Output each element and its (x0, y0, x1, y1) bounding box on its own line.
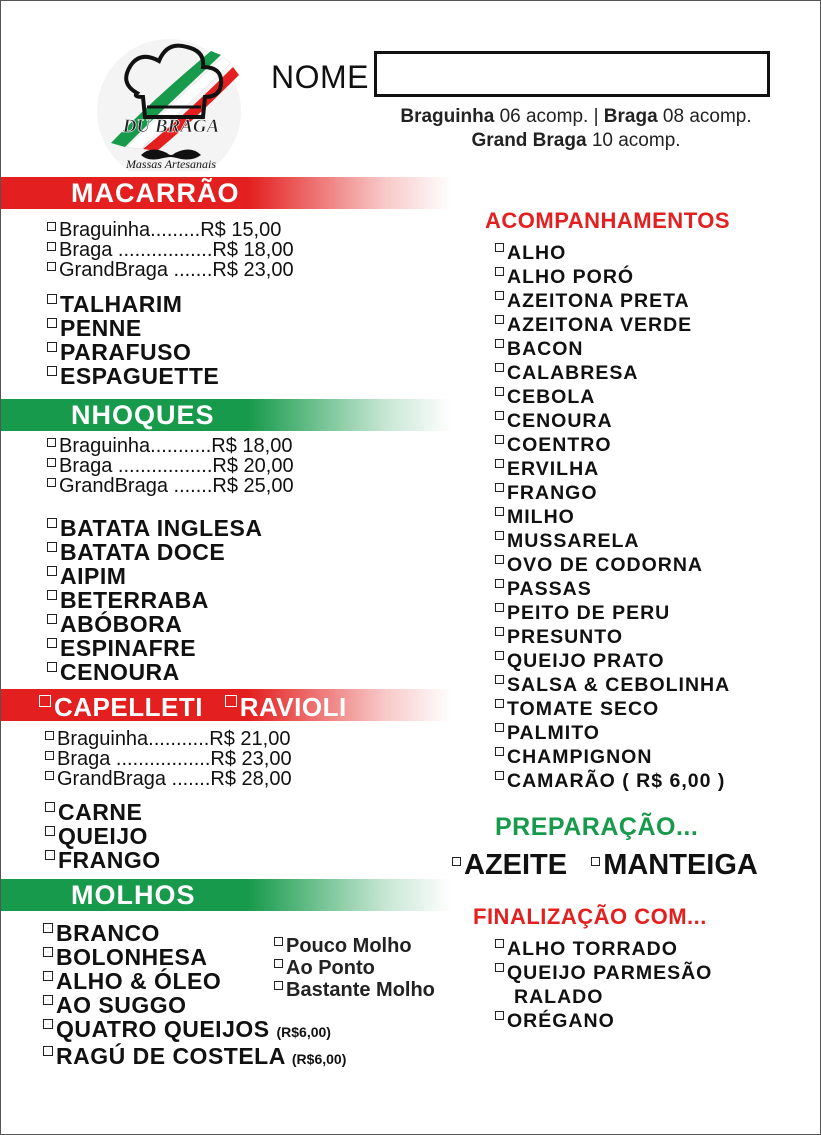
item-label: COENTRO (507, 434, 612, 456)
checkbox[interactable] (495, 459, 504, 468)
item-label: PENNE (60, 315, 142, 341)
item-label: PRESUNTO (507, 626, 623, 648)
checkbox[interactable] (495, 339, 504, 348)
checkbox[interactable] (47, 342, 57, 352)
logo-wordmark: DU BRAGA (122, 116, 220, 137)
item-label: AZEITONA VERDE (507, 314, 693, 336)
item-label: AIPIM (60, 563, 127, 589)
checkbox[interactable] (591, 857, 600, 866)
capelleti-checkbox[interactable] (39, 695, 51, 707)
checkbox[interactable] (47, 318, 57, 328)
price-label: GrandBraga .......R$ 28,00 (57, 768, 292, 790)
capelleti-title: CAPELLETI (54, 692, 203, 722)
list-item[interactable] (495, 289, 730, 313)
checkbox[interactable] (43, 995, 53, 1005)
list-item[interactable] (43, 1017, 346, 1044)
list-item[interactable] (495, 433, 730, 457)
size-name-braguinha: Braguinha (400, 106, 495, 127)
macarrao-title: MACARRÃO (71, 178, 240, 208)
list-item[interactable] (495, 265, 730, 289)
checkbox[interactable] (47, 566, 57, 576)
checkbox[interactable] (495, 579, 504, 588)
list-item[interactable] (45, 848, 161, 872)
list-item[interactable] (495, 529, 730, 553)
list-item[interactable] (47, 612, 262, 636)
item-label: CENOURA (507, 410, 613, 432)
item-label: ABÓBORA (60, 611, 183, 637)
list-item[interactable] (495, 769, 730, 793)
preparacao-title: PREPARAÇÃO... (495, 813, 699, 841)
capelleti-prices (45, 729, 292, 789)
list-item[interactable] (495, 721, 730, 745)
price-label: Braga .................R$ 18,00 (59, 239, 294, 261)
checkbox[interactable] (495, 531, 504, 540)
preparacao-options (452, 849, 758, 882)
du-braga-logo (81, 31, 261, 171)
checkbox[interactable] (43, 923, 53, 933)
checkbox[interactable] (495, 627, 504, 636)
item-price: (R$6,00) (291, 1051, 347, 1067)
item-label: BATATA DOCE (60, 539, 226, 565)
molho-quantity-options (274, 935, 435, 1001)
checkbox[interactable] (47, 478, 56, 487)
molhos-band (1, 879, 451, 911)
macarrao-prices (47, 220, 294, 280)
item-label: OVO DE CODORNA (507, 554, 704, 576)
item-label: MUSSARELA (507, 530, 640, 552)
list-item[interactable] (274, 979, 435, 1001)
price-label: Braguinha.........R$ 15,00 (59, 219, 282, 241)
checkbox[interactable] (495, 243, 504, 252)
item-label: BRANCO (56, 920, 160, 946)
item-label: BACON (507, 338, 584, 360)
item-label: ALHO TORRADO (507, 938, 678, 960)
list-item[interactable] (274, 935, 435, 957)
item-label: CALABRESA (507, 362, 639, 384)
checkbox[interactable] (495, 651, 504, 660)
size-desc-grand-braga: 10 acomp. (586, 130, 681, 151)
checkbox[interactable] (495, 435, 504, 444)
item-label: CHAMPIGNON (507, 746, 653, 768)
checkbox[interactable] (45, 771, 54, 780)
checkbox[interactable] (495, 747, 504, 756)
list-item[interactable] (47, 588, 262, 612)
price-label: Braguinha...........R$ 18,00 (59, 435, 293, 457)
checkbox[interactable] (495, 315, 504, 324)
logo-tagline: Massas Artesanais (125, 157, 217, 171)
checkbox[interactable] (495, 507, 504, 516)
list-item[interactable] (495, 505, 730, 529)
checkbox[interactable] (43, 1046, 53, 1056)
checkbox[interactable] (47, 590, 57, 600)
item-label: FRANGO (58, 847, 161, 873)
item-label: AZEITE (464, 849, 568, 881)
price-label: Braga .................R$ 23,00 (57, 748, 292, 770)
checkbox[interactable] (47, 438, 56, 447)
list-item[interactable] (495, 937, 712, 961)
list-item[interactable] (495, 457, 730, 481)
item-label: ORÉGANO (507, 1010, 615, 1032)
nhoques-prices (47, 436, 294, 496)
checkbox[interactable] (274, 937, 283, 946)
item-label: PALMITO (507, 722, 600, 744)
item-label: CEBOLA (507, 386, 596, 408)
list-item[interactable] (495, 649, 730, 673)
checkbox[interactable] (274, 959, 283, 968)
item-label: QUATRO QUEIJOS (56, 1016, 270, 1042)
price-row[interactable] (45, 769, 292, 789)
item-label: FRANGO (507, 482, 598, 504)
item-label: ESPINAFRE (60, 635, 197, 661)
item-label: BETERRABA (60, 587, 209, 613)
list-item[interactable] (495, 745, 730, 769)
item-label: CAMARÃO ( R$ 6,00 ) (507, 770, 726, 792)
list-item[interactable] (47, 516, 262, 540)
checkbox[interactable] (43, 947, 53, 957)
checkbox[interactable] (495, 267, 504, 276)
checkbox[interactable] (495, 555, 504, 564)
item-label: BATATA INGLESA (60, 515, 263, 541)
list-item[interactable] (47, 364, 219, 388)
capelleti-fillings (45, 800, 161, 872)
item-label: MANTEIGA (603, 849, 758, 881)
item-label: ALHO & ÓLEO (56, 968, 222, 994)
price-label: GrandBraga .......R$ 25,00 (59, 475, 294, 497)
checkbox[interactable] (43, 971, 53, 981)
checkbox[interactable] (47, 262, 56, 271)
checkbox[interactable] (495, 483, 504, 492)
option-manteiga[interactable] (591, 849, 758, 881)
price-label: Braguinha...........R$ 21,00 (57, 728, 291, 750)
price-row[interactable] (45, 729, 292, 749)
item-label: QUEIJO PRATO (507, 650, 665, 672)
item-label: ALHO (507, 242, 567, 264)
list-item[interactable] (495, 577, 730, 601)
checkbox[interactable] (47, 222, 56, 231)
checkbox[interactable] (495, 291, 504, 300)
item-label: BOLONHESA (56, 944, 208, 970)
checkbox[interactable] (43, 1019, 53, 1029)
checkbox[interactable] (45, 751, 54, 760)
item-label: MILHO (507, 506, 575, 528)
checkbox[interactable] (47, 458, 56, 467)
acompanhamentos-list (495, 241, 730, 793)
capelleti-ravioli-header (39, 692, 347, 723)
size-name-braga: Braga (603, 106, 658, 127)
nome-label: NOME (271, 59, 369, 95)
item-label: AO SUGGO (56, 992, 187, 1018)
list-item[interactable] (495, 553, 730, 577)
checkbox[interactable] (47, 242, 56, 251)
list-item[interactable] (495, 1009, 712, 1033)
item-label: Ao Ponto (286, 957, 375, 979)
checkbox[interactable] (495, 963, 504, 972)
checkbox[interactable] (47, 294, 57, 304)
item-label: RAGÚ DE COSTELA (56, 1043, 285, 1069)
size-desc-braguinha: 06 acomp. | (494, 106, 604, 127)
price-row[interactable] (47, 456, 294, 476)
price-row[interactable] (47, 436, 294, 456)
checkbox[interactable] (45, 826, 55, 836)
checkbox[interactable] (495, 411, 504, 420)
price-row[interactable] (47, 240, 294, 260)
list-item[interactable] (47, 540, 262, 564)
list-item[interactable] (47, 340, 219, 364)
size-name-grand-braga: Grand Braga (471, 130, 587, 151)
item-label: ESPAGUETTE (60, 363, 220, 389)
checkbox[interactable] (45, 731, 54, 740)
list-item[interactable] (495, 481, 730, 505)
list-item[interactable] (495, 409, 730, 433)
finalizacao-list (495, 937, 712, 1033)
nome-input-box[interactable] (374, 51, 770, 97)
ravioli-title: RAVIOLI (239, 692, 347, 722)
list-item[interactable] (47, 636, 262, 660)
list-item-continuation: RALADO (514, 986, 604, 1008)
item-label: ERVILHA (507, 458, 600, 480)
checkbox[interactable] (47, 638, 57, 648)
item-label: AZEITONA PRETA (507, 290, 690, 312)
checkbox[interactable] (47, 518, 57, 528)
acompanhamentos-title: ACOMPANHAMENTOS (485, 208, 731, 233)
checkbox[interactable] (495, 675, 504, 684)
list-item[interactable] (45, 800, 161, 824)
price-row[interactable] (47, 476, 294, 496)
size-legend (356, 105, 796, 153)
checkbox[interactable] (47, 366, 57, 376)
checkbox[interactable] (495, 699, 504, 708)
price-label: GrandBraga .......R$ 23,00 (59, 259, 294, 281)
size-desc-braga: 08 acomp. (657, 106, 752, 127)
macarrao-types (47, 292, 219, 388)
checkbox[interactable] (495, 723, 504, 732)
list-item[interactable] (495, 601, 730, 625)
item-label: ALHO PORÓ (507, 266, 635, 288)
checkbox[interactable] (495, 387, 504, 396)
item-label: Pouco Molho (286, 935, 412, 957)
nhoques-title: NHOQUES (71, 400, 215, 430)
checkbox[interactable] (47, 542, 57, 552)
price-row[interactable] (45, 749, 292, 769)
option-azeite[interactable] (452, 849, 567, 881)
list-item[interactable] (274, 957, 435, 979)
list-item[interactable] (495, 361, 730, 385)
item-label: PEITO DE PERU (507, 602, 671, 624)
item-label: QUEIJO (58, 823, 148, 849)
item-label: PARAFUSO (60, 339, 192, 365)
checkbox[interactable] (45, 802, 55, 812)
item-label: CARNE (58, 799, 143, 825)
list-item[interactable] (495, 673, 730, 697)
list-item[interactable] (45, 824, 161, 848)
item-label: CENOURA (60, 659, 180, 685)
list-item[interactable] (47, 316, 219, 340)
list-item[interactable] (43, 1044, 346, 1071)
checkbox[interactable] (47, 662, 57, 672)
nhoques-band (1, 399, 451, 431)
checkbox[interactable] (45, 850, 55, 860)
list-item[interactable] (495, 337, 730, 361)
price-row[interactable] (47, 220, 294, 240)
price-row[interactable] (47, 260, 294, 280)
item-label: PASSAS (507, 578, 592, 600)
list-item[interactable] (47, 564, 262, 588)
finalizacao-title: FINALIZAÇÃO COM... (473, 904, 707, 929)
checkbox[interactable] (495, 363, 504, 372)
list-item[interactable] (495, 961, 712, 985)
price-label: Braga .................R$ 20,00 (59, 455, 294, 477)
ravioli-checkbox[interactable] (225, 695, 237, 707)
checkbox[interactable] (495, 603, 504, 612)
checkbox[interactable] (47, 614, 57, 624)
checkbox[interactable] (495, 939, 504, 948)
item-price: (R$6,00) (276, 1024, 331, 1040)
item-label: SALSA & CEBOLINHA (507, 674, 731, 696)
list-item[interactable] (495, 625, 730, 649)
item-label: Bastante Molho (286, 979, 435, 1001)
checkbox[interactable] (495, 1011, 504, 1020)
list-item[interactable] (495, 385, 730, 409)
checkbox[interactable] (495, 771, 504, 780)
macarrao-band (1, 177, 451, 209)
list-item[interactable] (495, 313, 730, 337)
molhos-title: MOLHOS (71, 880, 196, 910)
list-item[interactable] (47, 292, 219, 316)
item-label: TALHARIM (60, 291, 183, 317)
item-label: QUEIJO PARMESÃO (507, 962, 713, 984)
checkbox[interactable] (274, 981, 283, 990)
item-label: TOMATE SECO (507, 698, 660, 720)
nhoques-types (47, 516, 262, 684)
capelleti-band (1, 689, 451, 721)
checkbox[interactable] (452, 857, 461, 866)
list-item[interactable] (495, 697, 730, 721)
list-item[interactable] (495, 241, 730, 265)
list-item[interactable] (47, 660, 262, 684)
